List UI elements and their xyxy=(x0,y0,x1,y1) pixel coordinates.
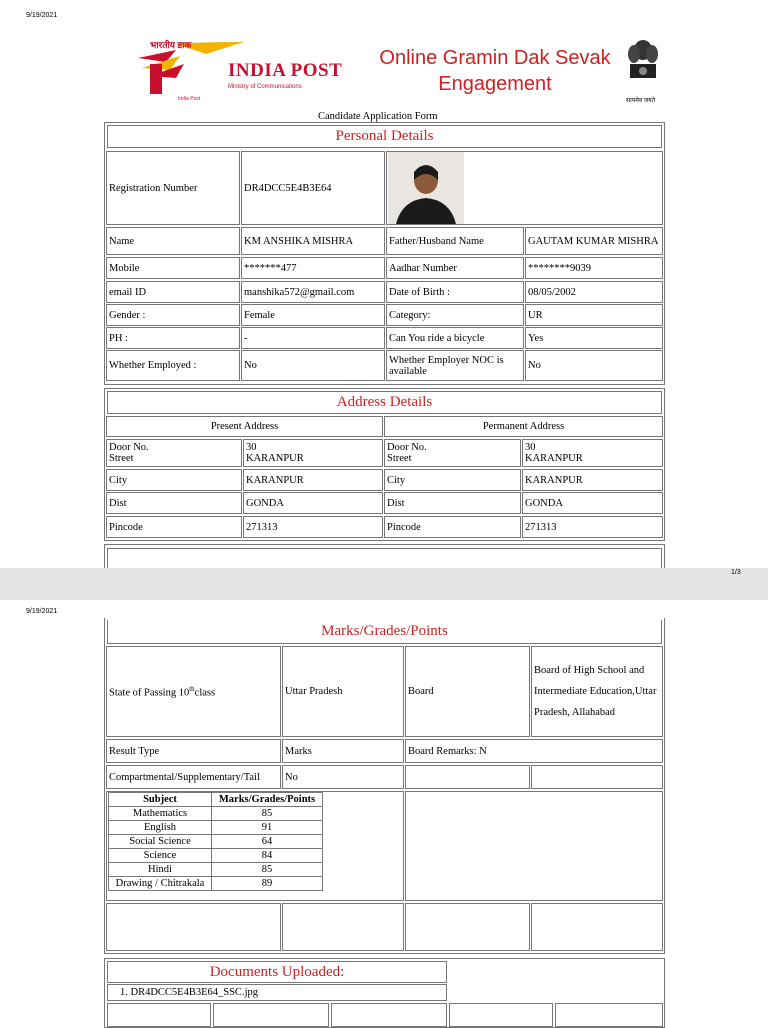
empty-cell xyxy=(405,765,530,789)
marks-cell: 89 xyxy=(212,877,323,891)
page-separator xyxy=(0,568,768,600)
subject-cell: Social Science xyxy=(109,835,212,849)
personal-details-heading: Personal Details xyxy=(107,125,662,148)
father-name-label: Father/Husband Name xyxy=(386,227,524,255)
gender-value: Female xyxy=(241,304,385,326)
ph-label: PH : xyxy=(106,327,240,349)
subject-cell: English xyxy=(109,821,212,835)
permanent-city-label: City xyxy=(384,469,521,491)
address-details-heading: Address Details xyxy=(107,391,662,414)
state-of-passing-value: Uttar Pradesh xyxy=(282,646,404,737)
permanent-address-heading: Permanent Address xyxy=(384,416,663,437)
permanent-pincode-value: 271313 xyxy=(522,516,663,538)
noc-value: No xyxy=(525,350,663,381)
page-title xyxy=(370,45,620,97)
subject-marks-header-row xyxy=(109,793,323,807)
empty-cell xyxy=(555,1003,663,1027)
page-title-line2: Engagement xyxy=(438,73,552,95)
aadhar-value: ********9039 xyxy=(525,257,663,279)
street-label: Street xyxy=(387,453,412,464)
permanent-street-value: KARANPUR xyxy=(525,453,583,464)
permanent-door-value: 30 xyxy=(525,442,536,453)
photo-cell xyxy=(386,151,663,225)
dob-label: Date of Birth : xyxy=(386,281,524,303)
present-address-heading: Present Address xyxy=(106,416,383,437)
table-row xyxy=(109,863,323,877)
marks-cell: 84 xyxy=(212,849,323,863)
present-dist-label: Dist xyxy=(106,492,242,514)
door-label: Door No. xyxy=(387,442,427,453)
present-city-label: City xyxy=(106,469,242,491)
noc-label: Whether Employer NOC is available xyxy=(386,350,524,381)
print-date-page2: 9/19/2021 xyxy=(26,608,58,615)
table-row xyxy=(109,807,323,821)
table-row xyxy=(109,849,323,863)
national-emblem-icon xyxy=(624,36,662,94)
street-label: Street xyxy=(109,453,134,464)
empty-cell xyxy=(107,1003,211,1027)
dob-value: 08/05/2002 xyxy=(525,281,663,303)
category-label: Category: xyxy=(386,304,524,326)
empty-cell xyxy=(531,903,663,951)
marks-header: Marks/Grades/Points xyxy=(212,793,323,807)
print-date: 9/19/2021 xyxy=(26,12,58,19)
subject-header: Subject xyxy=(109,793,212,807)
permanent-dist-value: GONDA xyxy=(522,492,663,514)
present-street-value: KARANPUR xyxy=(246,453,304,464)
name-value: KM ANSHIKA MISHRA xyxy=(241,227,385,255)
permanent-door-street-value xyxy=(522,439,663,467)
result-type-label: Result Type xyxy=(106,739,281,763)
page-number: 1/3 xyxy=(731,569,741,576)
present-city-value: KARANPUR xyxy=(243,469,383,491)
aadhar-label: Aadhar Number xyxy=(386,257,524,279)
candidate-photo xyxy=(388,152,464,224)
permanent-city-value: KARANPUR xyxy=(522,469,663,491)
board-label: Board xyxy=(405,646,530,737)
gender-label: Gender : xyxy=(106,304,240,326)
present-dist-value: GONDA xyxy=(243,492,383,514)
permanent-dist-label: Dist xyxy=(384,492,521,514)
marks-cell: 85 xyxy=(212,863,323,877)
category-value: UR xyxy=(525,304,663,326)
board-value: Board of High School and Intermediate Education,Uttar Pradesh, Allahabad xyxy=(531,646,663,737)
marks-cell: 64 xyxy=(212,835,323,849)
permanent-pincode-label: Pincode xyxy=(384,516,521,538)
next-section-inner xyxy=(107,548,662,570)
subject-marks-cell xyxy=(106,791,404,901)
empty-cell xyxy=(449,1003,553,1027)
present-door-street-label xyxy=(106,439,242,467)
employed-label: Whether Employed : xyxy=(106,350,240,381)
empty-cell xyxy=(531,765,663,789)
marks-cell: 91 xyxy=(212,821,323,835)
empty-cell xyxy=(282,903,404,951)
present-pincode-value: 271313 xyxy=(243,516,383,538)
name-label: Name xyxy=(106,227,240,255)
registration-value: DR4DCC5E4B3E64 xyxy=(241,151,385,225)
door-label: Door No. xyxy=(109,442,149,453)
emblem-caption: सत्यमेव जयते xyxy=(626,98,656,104)
subject-cell: Science xyxy=(109,849,212,863)
table-row xyxy=(109,877,323,891)
logo-india-post-text: INDIA POST xyxy=(228,60,343,81)
permanent-door-street-label xyxy=(384,439,521,467)
email-value: manshika572@gmail.com xyxy=(241,281,385,303)
logo-hindi-text: भारतीय डाक xyxy=(150,40,192,50)
page-title-line1: Online Gramin Dak Sevak xyxy=(379,47,611,69)
documents-heading: Documents Uploaded: xyxy=(107,961,447,983)
state-of-passing-label xyxy=(106,646,281,737)
result-type-value: Marks xyxy=(282,739,404,763)
empty-cell xyxy=(106,903,281,951)
registration-label: Registration Number xyxy=(106,151,240,225)
table-row xyxy=(109,835,323,849)
subject-cell: Drawing / Chitrakala xyxy=(109,877,212,891)
empty-cell xyxy=(405,791,663,901)
marks-heading: Marks/Grades/Points xyxy=(107,620,662,644)
document-item[interactable]: 1. DR4DCC5E4B3E64_SSC.jpg xyxy=(107,984,447,1001)
email-label: email ID xyxy=(106,281,240,303)
board-remarks: Board Remarks: N xyxy=(405,739,663,763)
empty-cell xyxy=(213,1003,329,1027)
subject-cell: Mathematics xyxy=(109,807,212,821)
compartmental-label: Compartmental/Supplementary/Tail xyxy=(106,765,281,789)
form-title: Candidate Application Form xyxy=(318,111,438,122)
subject-marks-table xyxy=(108,792,323,891)
bicycle-label: Can You ride a bicycle xyxy=(386,327,524,349)
state-label-text: State of Passing 10thclass xyxy=(109,685,216,699)
present-door-value: 30 xyxy=(246,442,257,453)
compartmental-value: No xyxy=(282,765,404,789)
empty-cell xyxy=(405,903,530,951)
subject-cell: Hindi xyxy=(109,863,212,877)
table-row xyxy=(109,821,323,835)
present-pincode-label: Pincode xyxy=(106,516,242,538)
employed-value: No xyxy=(241,350,385,381)
logo-ministry-text: Ministry of Communications xyxy=(228,84,302,90)
marks-cell: 85 xyxy=(212,807,323,821)
father-name-value: GAUTAM KUMAR MISHRA xyxy=(525,227,663,255)
mobile-value: *******477 xyxy=(241,257,385,279)
logo-tag-text: India Post xyxy=(178,96,201,102)
empty-cell xyxy=(331,1003,447,1027)
ph-value: - xyxy=(241,327,385,349)
mobile-label: Mobile xyxy=(106,257,240,279)
bicycle-value: Yes xyxy=(525,327,663,349)
present-door-street-value xyxy=(243,439,383,467)
